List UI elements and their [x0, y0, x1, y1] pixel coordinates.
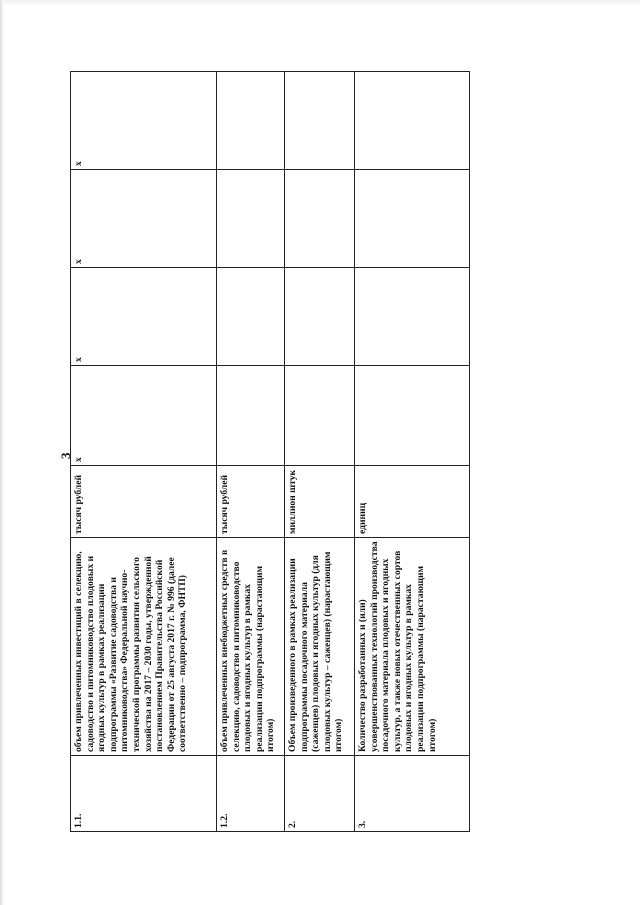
scan-top-edge — [0, 0, 640, 6]
value-cell: х — [71, 268, 217, 366]
scan-left-edge — [0, 0, 4, 905]
value-cell — [355, 72, 470, 170]
table-row — [285, 72, 355, 832]
value-cell — [217, 268, 285, 366]
value-cell — [285, 366, 355, 466]
value-cell — [285, 170, 355, 268]
value-cell: х — [71, 72, 217, 170]
indicator-name: объем привлеченных внебюджетных средств в селекцию, садоводство и питомниководство плодовых и ягодных культур в рамках реализации подпрограммы (нарастающим итогом) — [217, 538, 285, 756]
indicator-name: Количество разработанных и (или) усовершенствованных технологий производства посадочного материала плодовых и ягодных культур, а также новых отечественных сортов плодовых и ягодных культур в рамках реализации подпрограммы (нарастающим итогом) — [355, 538, 470, 756]
unit-cell: миллион штук — [285, 466, 355, 538]
value-cell — [355, 268, 470, 366]
unit-cell: тысяч рублей — [71, 466, 217, 538]
rotated-page — [58, 72, 470, 832]
value-cell — [285, 72, 355, 170]
table-row — [355, 72, 470, 832]
indicator-name: объем привлеченных инвестиций в селекцию, садоводство и питомниководство плодовых и ягодных культур в рамках реализации подпрограммы «Развитие садоводства и питомниководства» Федеральной научно-технической программы развития сельского хозяйства на 2017 – 2030 годы, утвержденной постановлением Правительства Российской Федерации от 25 августа 2017 г. № 996 (далее соответственно – подпрограмма, ФНТП) — [71, 538, 217, 756]
table-row — [71, 72, 217, 832]
indicators-table — [70, 71, 470, 832]
unit-cell: тысяч рублей — [217, 466, 285, 538]
page-number: 3 — [58, 452, 73, 459]
value-cell: х — [71, 366, 217, 466]
row-number: 1.1. — [71, 756, 217, 832]
value-cell — [285, 268, 355, 366]
value-cell — [217, 366, 285, 466]
row-number: 2. — [285, 756, 355, 832]
value-cell — [217, 170, 285, 268]
row-number: 1.2. — [217, 756, 285, 832]
value-cell — [355, 366, 470, 466]
value-cell — [355, 170, 470, 268]
value-cell: х — [71, 170, 217, 268]
unit-cell: единиц — [355, 466, 470, 538]
table-row — [217, 72, 285, 832]
indicator-name: Объем произведенного в рамках реализации подпрограммы посадочного материала (саженцев) плодовых и ягодных культур (для плодовых культур – саженцев) (нарастающим итогом) — [285, 538, 355, 756]
row-number: 3. — [355, 756, 470, 832]
value-cell — [217, 72, 285, 170]
